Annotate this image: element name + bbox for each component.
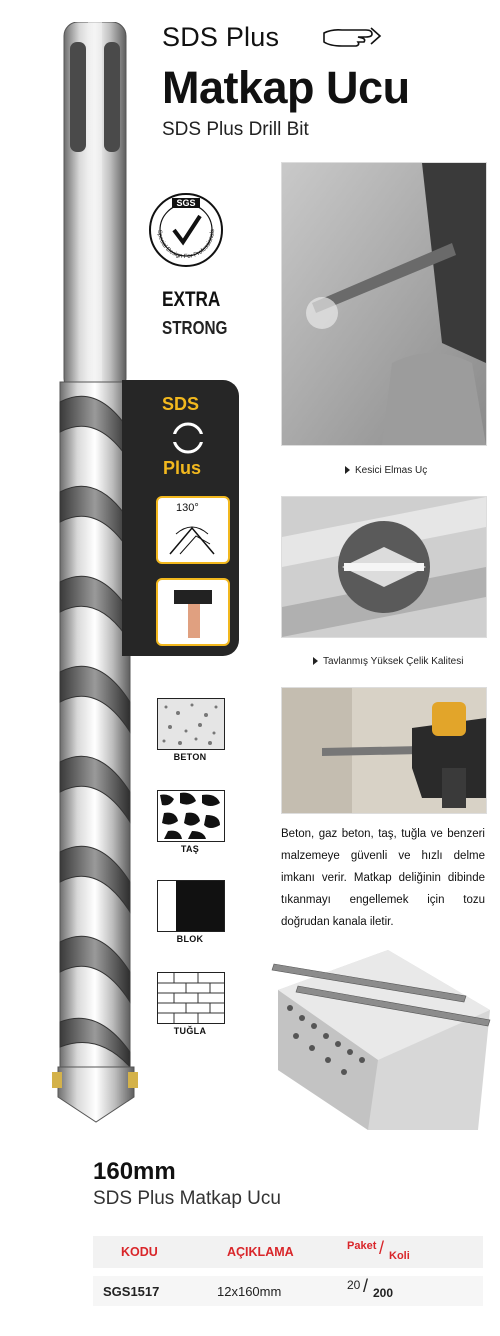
photo2-caption (313, 656, 463, 667)
aerated-block-photo (268, 940, 493, 1130)
hammer-icon (166, 584, 220, 640)
panel-plus-label: Plus (163, 458, 202, 478)
stone-icon (157, 790, 225, 842)
svg-text:Special Design For Professiona: Special Design For Professionals (155, 229, 217, 261)
col-pack-header: Paket (347, 1240, 377, 1252)
extra-label: EXTRA (162, 288, 221, 311)
drill-tip-photo (281, 496, 487, 638)
caption-arrow-icon (313, 657, 318, 665)
row-code: SGS1517 (103, 1284, 160, 1299)
tip-angle-label: 130° (176, 502, 199, 514)
block-icon (157, 880, 225, 932)
page-title: Matkap Ucu (162, 62, 410, 113)
col-desc-header: AÇIKLAMA (227, 1245, 294, 1259)
svg-text:SGS: SGS (176, 198, 196, 208)
page-subtitle: SDS Plus Drill Bit (162, 119, 309, 140)
pointing-hand-icon (322, 24, 382, 50)
row-desc: 12x160mm (217, 1284, 282, 1299)
row-separator: / (363, 1276, 369, 1296)
photo1-caption (345, 465, 427, 476)
col-code-header: KODU (121, 1245, 158, 1259)
row-box: 200 (373, 1286, 394, 1300)
table-header (93, 1236, 483, 1268)
drill-tip-angle-icon (162, 514, 222, 558)
tip-angle-box (156, 496, 230, 564)
hammer-box (156, 578, 230, 646)
col-box-header: Koli (389, 1250, 410, 1262)
material-label-block: BLOK (176, 934, 204, 944)
caption-arrow-icon (345, 466, 350, 474)
product-description: Beton, gaz beton, taş, tuğla ve benzeri malzemeye güvenli ve hızlı delme imkanı verir. Matkap deliğinin dibinde tıkanmayı engellemek için tozu doğrudan kanala iletir. (281, 828, 485, 928)
material-label-concrete: BETON (173, 752, 207, 762)
material-label-stone: TAŞ (180, 844, 200, 854)
photo2-caption-text: Tavlanmış Yüksek Çelik Kalitesi (323, 656, 464, 667)
panel-sds-label: SDS (162, 394, 200, 414)
table-row (93, 1276, 483, 1306)
drilling-photo (281, 162, 487, 446)
photo1-caption-text: Kesici Elmas Uç (355, 465, 428, 476)
product-name: SDS Plus Matkap Ucu (93, 1188, 281, 1209)
row-pack: 20 (347, 1278, 361, 1292)
sgs-seal-logo (146, 190, 226, 270)
header-line1: SDS Plus (162, 22, 280, 52)
strong-label: STRONG (162, 318, 228, 338)
product-table (93, 1236, 483, 1312)
material-label-brick: TUĞLA (173, 1026, 207, 1036)
col-separator: / (379, 1238, 385, 1258)
concrete-icon (157, 698, 225, 750)
product-length: 160mm (93, 1158, 176, 1185)
hammer-drill-photo (281, 687, 487, 814)
brick-icon (157, 972, 225, 1024)
sds-shank-icon (168, 420, 208, 456)
